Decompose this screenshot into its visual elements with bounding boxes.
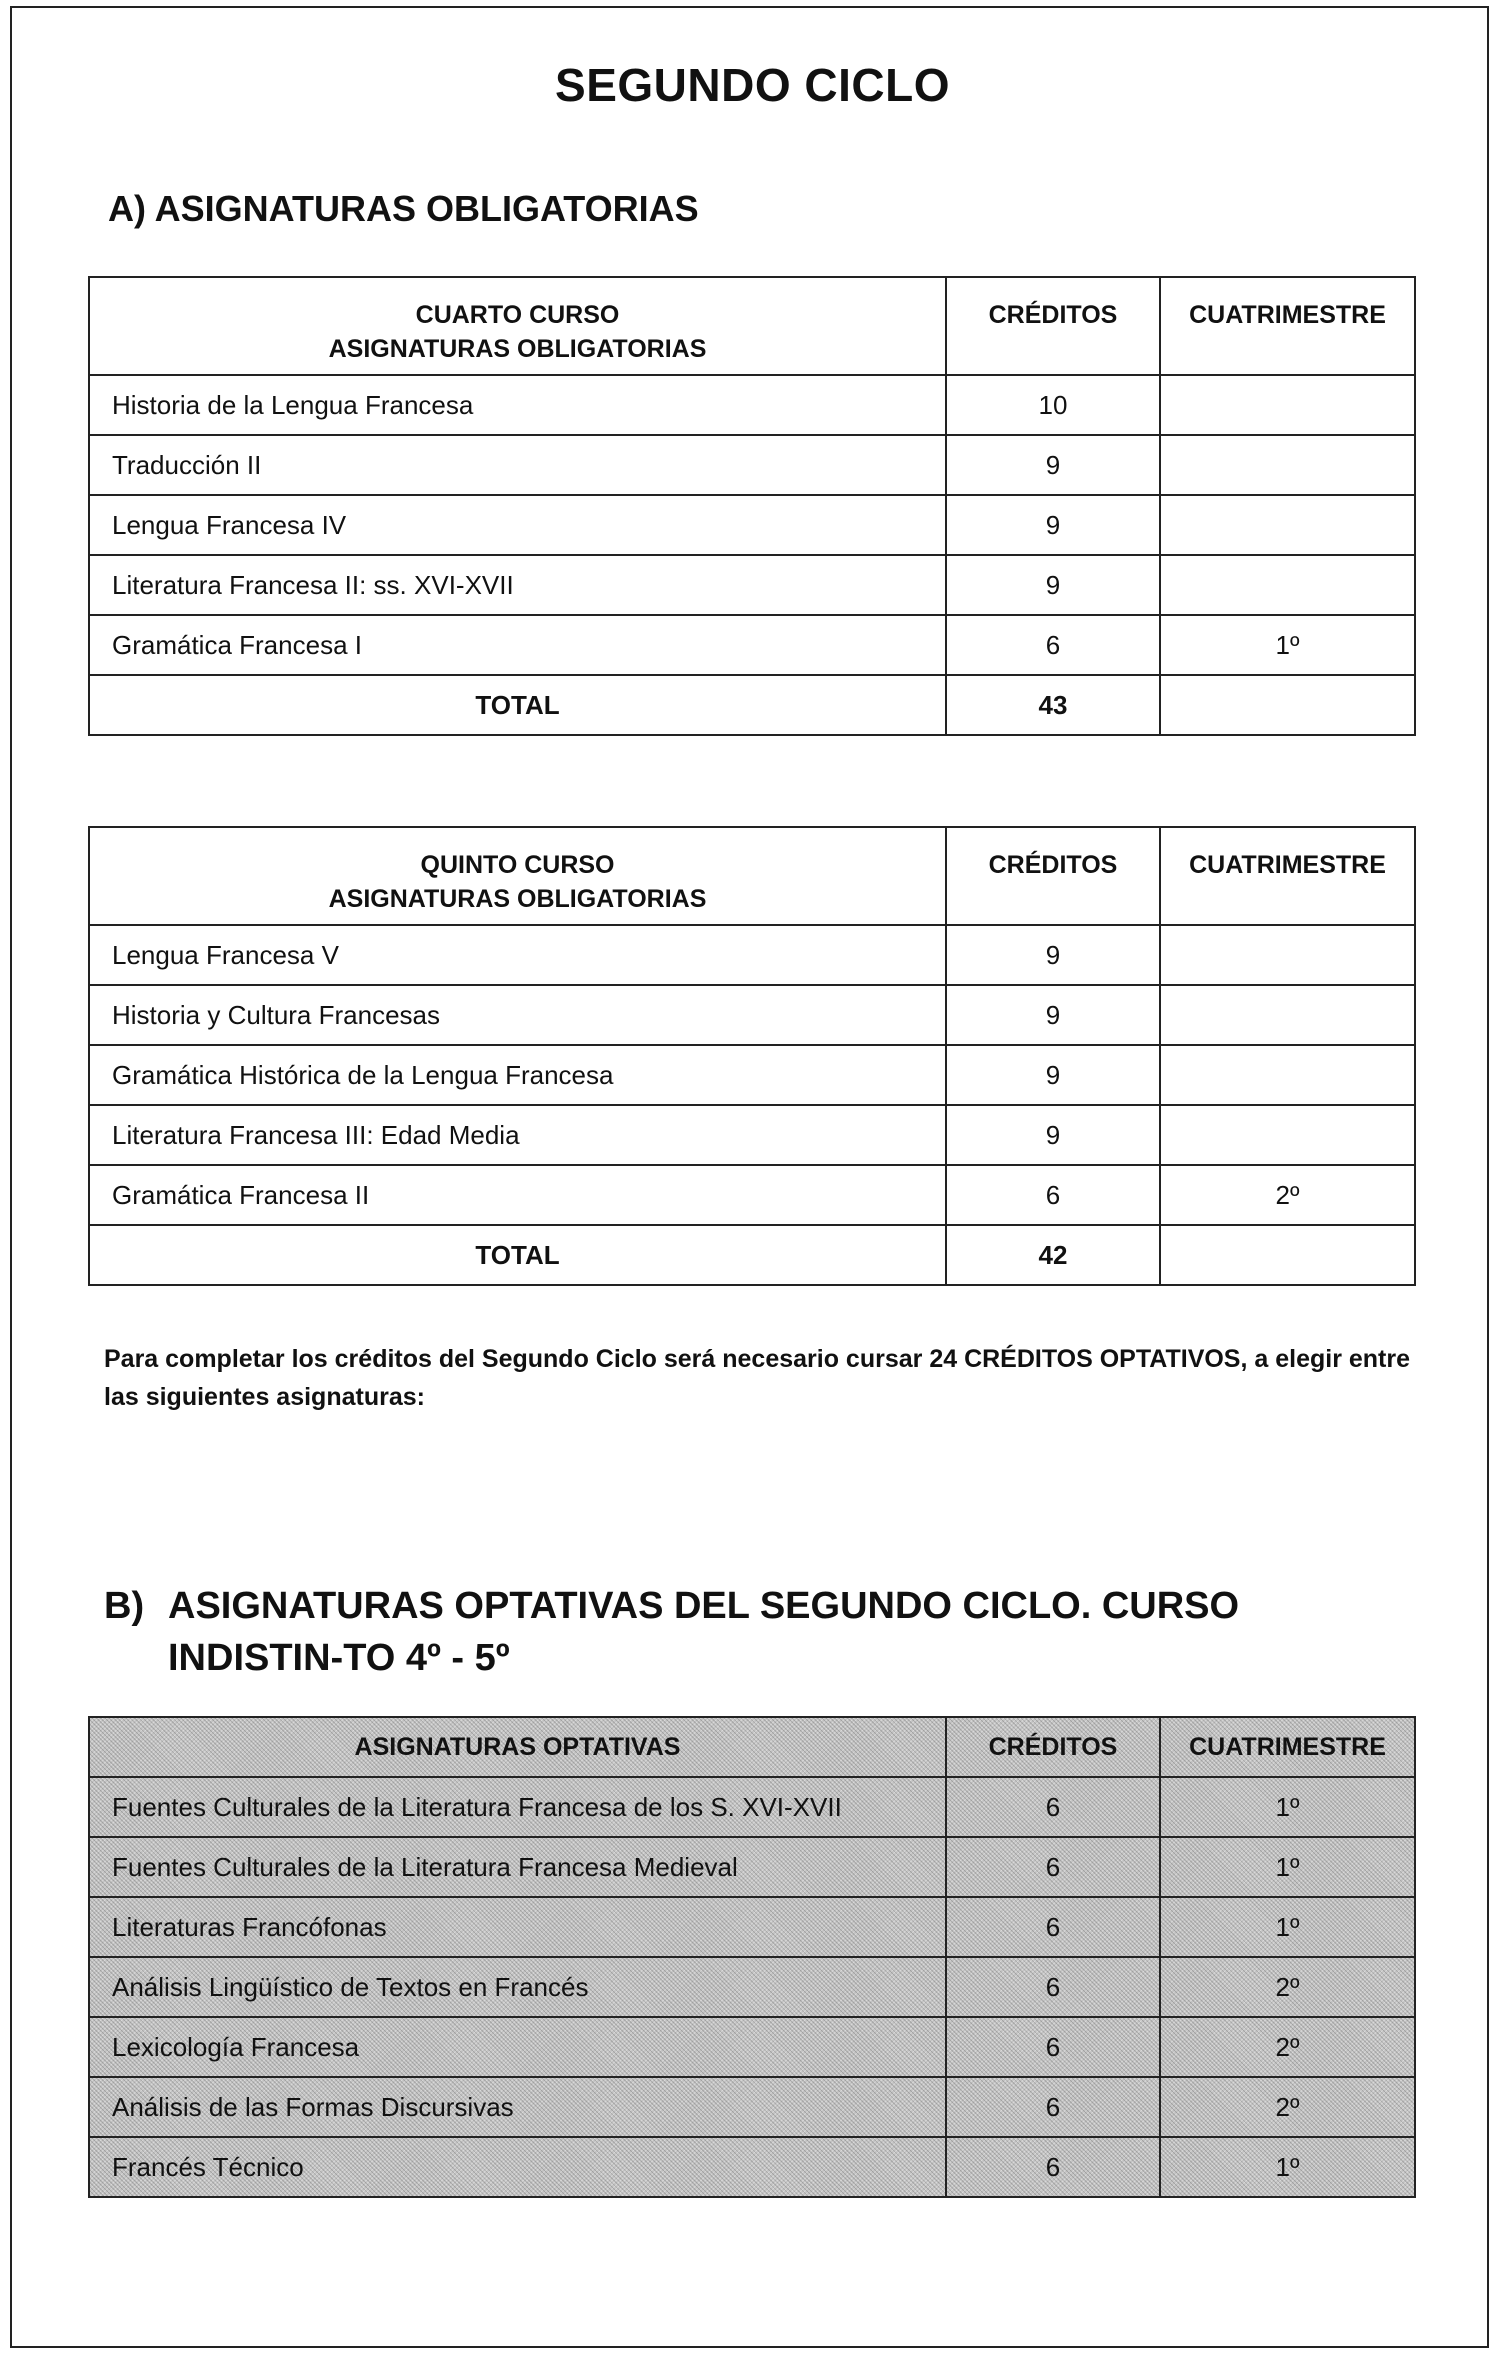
header-creditos: CRÉDITOS [946, 1717, 1160, 1777]
subject-cuatrimestre [1160, 1045, 1415, 1105]
subject-cuatrimestre [1160, 375, 1415, 435]
total-creditos: 43 [946, 675, 1160, 735]
table-header [89, 1717, 1415, 1777]
subject-cuatrimestre: 1º [1160, 1777, 1415, 1837]
table-row [89, 2017, 1415, 2077]
table-row [89, 1957, 1415, 2017]
subject-cuatrimestre [1160, 495, 1415, 555]
subject-creditos: 9 [946, 435, 1160, 495]
subject-name: Gramática Francesa I [89, 615, 946, 675]
table-optativas [88, 1716, 1416, 2198]
subject-cuatrimestre [1160, 555, 1415, 615]
table-header [89, 827, 1415, 925]
section-b-title: ASIGNATURAS OPTATIVAS DEL SEGUNDO CICLO. CURSO INDISTIN-TO 4º - 5º [168, 1585, 1240, 1679]
subject-cuatrimestre: 1º [1160, 1897, 1415, 1957]
total-cuatrimestre [1160, 1225, 1415, 1285]
total-row [89, 675, 1415, 735]
subject-cuatrimestre [1160, 435, 1415, 495]
header-course-line1: CUARTO CURSO [415, 301, 620, 329]
subject-name: Literatura Francesa II: ss. XVI-XVII [89, 555, 946, 615]
subject-name: Lengua Francesa V [89, 925, 946, 985]
subject-name: Gramática Francesa II [89, 1165, 946, 1225]
subject-creditos: 6 [946, 615, 1160, 675]
total-label: TOTAL [89, 675, 946, 735]
subject-cuatrimestre [1160, 1105, 1415, 1165]
header-course-line2: ASIGNATURAS OBLIGATORIAS [328, 335, 707, 363]
header-cuatrimestre: CUATRIMESTRE [1160, 827, 1415, 925]
header-course-line2: ASIGNATURAS OBLIGATORIAS [328, 885, 707, 913]
subject-creditos: 9 [946, 1105, 1160, 1165]
subject-cuatrimestre: 2º [1160, 2017, 1415, 2077]
subject-name: Fuentes Culturales de la Literatura Francesa Medieval [89, 1837, 946, 1897]
section-b-label: B) [104, 1585, 145, 1627]
subject-cuatrimestre: 2º [1160, 1165, 1415, 1225]
subject-name: Historia de la Lengua Francesa [89, 375, 946, 435]
subject-name: Análisis Lingüístico de Textos en Francés [89, 1957, 946, 2017]
header-course-line1: QUINTO CURSO [420, 851, 615, 879]
table-row [89, 2077, 1415, 2137]
subject-name: Fuentes Culturales de la Literatura Francesa de los S. XVI-XVII [89, 1777, 946, 1837]
subject-cuatrimestre: 2º [1160, 1957, 1415, 2017]
subject-creditos: 6 [946, 1837, 1160, 1897]
subject-cuatrimestre: 2º [1160, 2077, 1415, 2137]
table-header [89, 277, 1415, 375]
table-cuarto-curso [88, 276, 1416, 736]
subject-creditos: 9 [946, 495, 1160, 555]
header-course [89, 277, 946, 375]
subject-name: Lengua Francesa IV [89, 495, 946, 555]
total-row [89, 1225, 1415, 1285]
subject-creditos: 6 [946, 1777, 1160, 1837]
header-cuatrimestre: CUATRIMESTRE [1160, 1717, 1415, 1777]
subject-cuatrimestre [1160, 925, 1415, 985]
subject-creditos: 9 [946, 925, 1160, 985]
table-row [89, 555, 1415, 615]
header-creditos: CRÉDITOS [946, 277, 1160, 375]
subject-cuatrimestre: 1º [1160, 1837, 1415, 1897]
table-row [89, 435, 1415, 495]
header-cuatrimestre: CUATRIMESTRE [1160, 277, 1415, 375]
subject-creditos: 10 [946, 375, 1160, 435]
subject-name: Lexicología Francesa [89, 2017, 946, 2077]
table-quinto-curso [88, 826, 1416, 1286]
table-row [89, 2137, 1415, 2197]
table-row [89, 1777, 1415, 1837]
subject-creditos: 9 [946, 985, 1160, 1045]
subject-creditos: 6 [946, 2077, 1160, 2137]
subject-name: Historia y Cultura Francesas [89, 985, 946, 1045]
subject-creditos: 6 [946, 2017, 1160, 2077]
table-row [89, 615, 1415, 675]
subject-name: Literaturas Francófonas [89, 1897, 946, 1957]
subject-creditos: 6 [946, 1897, 1160, 1957]
table-row [89, 925, 1415, 985]
total-cuatrimestre [1160, 675, 1415, 735]
subject-creditos: 6 [946, 2137, 1160, 2197]
subject-creditos: 9 [946, 555, 1160, 615]
total-label: TOTAL [89, 1225, 946, 1285]
table-row [89, 1165, 1415, 1225]
table-row [89, 1897, 1415, 1957]
total-creditos: 42 [946, 1225, 1160, 1285]
table-row [89, 1045, 1415, 1105]
header-creditos: CRÉDITOS [946, 827, 1160, 925]
table-row [89, 1837, 1415, 1897]
subject-cuatrimestre: 1º [1160, 615, 1415, 675]
subject-name: Análisis de las Formas Discursivas [89, 2077, 946, 2137]
subject-creditos: 9 [946, 1045, 1160, 1105]
header-optativas: ASIGNATURAS OPTATIVAS [89, 1717, 946, 1777]
subject-name: Literatura Francesa III: Edad Media [89, 1105, 946, 1165]
subject-cuatrimestre [1160, 985, 1415, 1045]
header-course [89, 827, 946, 925]
table-row [89, 1105, 1415, 1165]
table-row [89, 985, 1415, 1045]
section-a-title: A) ASIGNATURAS OBLIGATORIAS [108, 188, 699, 229]
table-row [89, 375, 1415, 435]
table-row [89, 495, 1415, 555]
subject-creditos: 6 [946, 1165, 1160, 1225]
subject-name: Traducción II [89, 435, 946, 495]
subject-name: Gramática Histórica de la Lengua Francesa [89, 1045, 946, 1105]
subject-name: Francés Técnico [89, 2137, 946, 2197]
credits-note: Para completar los créditos del Segundo Ciclo será necesario cursar 24 CRÉDITOS OPTATIVOS, a elegir entre las siguientes asignaturas: [104, 1345, 1411, 1411]
page-title: SEGUNDO CICLO [555, 59, 950, 111]
subject-cuatrimestre: 1º [1160, 2137, 1415, 2197]
subject-creditos: 6 [946, 1957, 1160, 2017]
